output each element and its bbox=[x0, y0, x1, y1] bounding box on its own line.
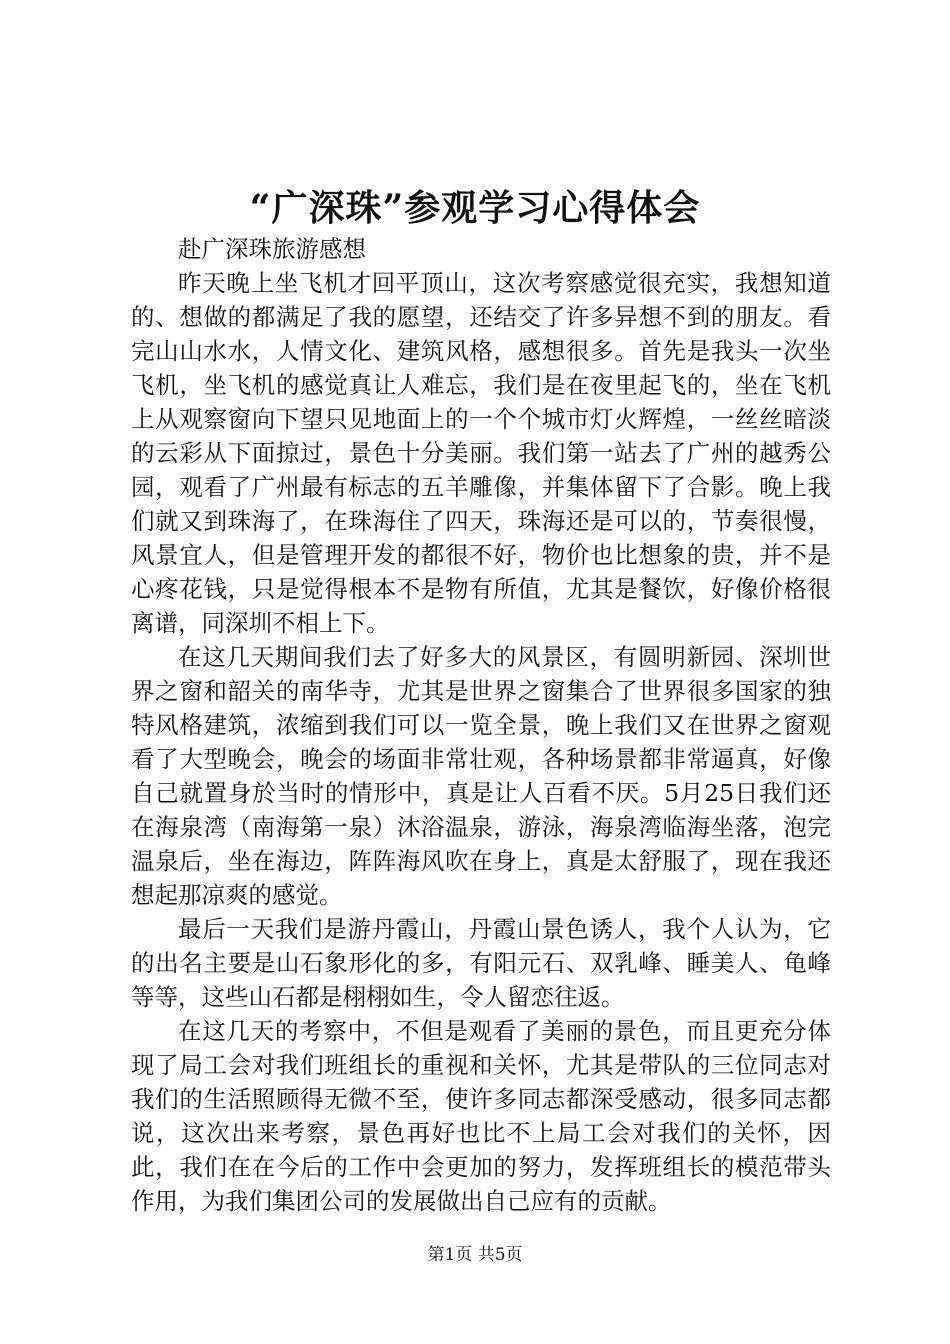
subtitle: 赴广深珠旅游感想 bbox=[178, 235, 366, 263]
page-footer: 第1页 共5页 bbox=[427, 1245, 523, 1265]
body-paragraph: 在这几天期间我们去了好多大的风景区，有圆明新园、深圳世界之窗和韶关的南华寺，尤其是世界之窗集合了世界很多国家的独特风格建筑，浓缩到我们可以一览全景，晚上我们又在世界之窗观看了大型晚会，晚会的场面非常壮观，各种场景都非常逼真，好像自己就置身於当时的情形中，真是让人百看不厌。5月25日我们还在海泉湾（南海第一泉）沐浴温泉，游泳，海泉湾临海坐落，泡完温泉后，坐在海边，阵阵海风吹在身上，真是太舒服了，现在我还想起那凉爽的感觉。 bbox=[131, 643, 831, 909]
page-title: “广深珠”参观学习心得体会 bbox=[249, 187, 701, 229]
document-body bbox=[131, 232, 831, 1218]
body-paragraph: 在这几天的考察中，不但是观看了美丽的景色，而且更充分体现了局工会对我们班组长的重视和关怀，尤其是带队的三位同志对我们的生活照顾得无微不至，使许多同志都深受感动，很多同志都说，这次出来考察，景色再好也比不上局工会对我们的关怀，因此，我们在在今后的工作中会更加的努力，发挥班组长的模范带头作用，为我们集团公司的发展做出自己应有的贡献。 bbox=[131, 1017, 831, 1215]
body-paragraph: 最后一天我们是游丹霞山，丹霞山景色诱人，我个人认为，它的出名主要是山石象形化的多，有阳元石、双乳峰、睡美人、龟峰等等，这些山石都是栩栩如生，令人留恋往返。 bbox=[131, 915, 831, 1011]
body-paragraph: 昨天晚上坐飞机才回平顶山，这次考察感觉很充实，我想知道的、想做的都满足了我的愿望，还结交了许多异想不到的朋友。看完山山水水，人情文化、建筑风格，感想很多。首先是我头一次坐飞机，坐飞机的感觉真让人难忘，我们是在夜里起飞的，坐在飞机上从观察窗向下望只见地面上的一个个城市灯火辉煌，一丝丝暗淡的云彩从下面掠过，景色十分美丽。我们第一站去了广州的越秀公园，观看了广州最有标志的五羊雕像，并集体留下了合影。晚上我们就又到珠海了，在珠海住了四天，珠海还是可以的，节奏很慢，风景宜人，但是管理开发的都很不好，物价也比想象的贵，并不是心疼花钱，只是觉得根本不是物有所值，尤其是餐饮，好像价格很离谱，同深圳不相上下。 bbox=[131, 269, 831, 637]
